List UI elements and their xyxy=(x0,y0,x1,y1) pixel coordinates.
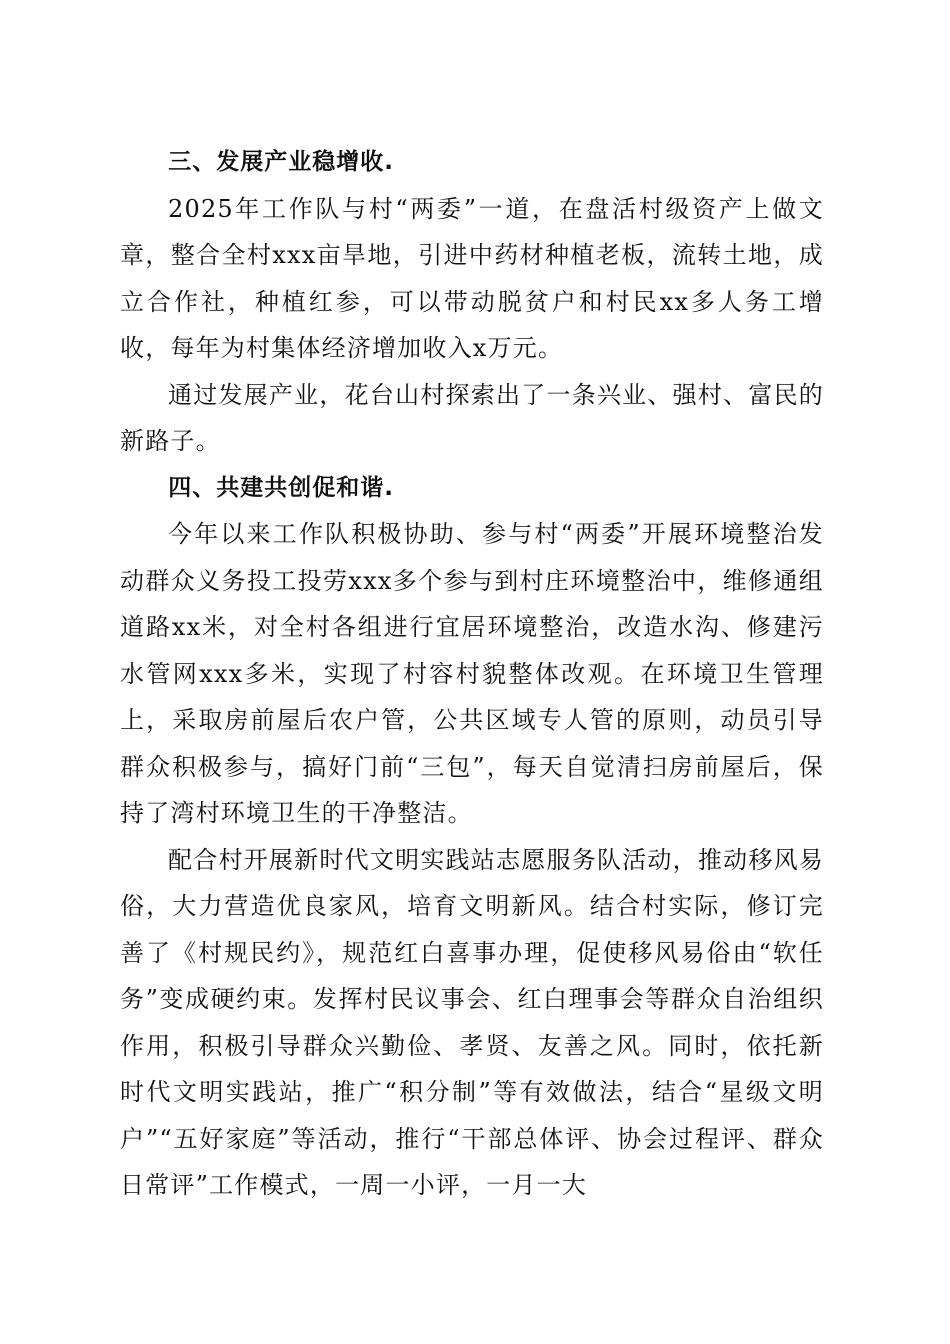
paragraph-environment-improvement: 今年以来工作队积极协助、参与村“两委”开展环境整治发动群众义务投工投劳xxx多个参与到村庄环境整治中，维修通组道路xx米，对全村各组进行宜居环境整治，改造水沟、修建污水管网xxx多米，实现了村容村貌整体改观。在环境卫生管理上，采取房前屋后农户管，公共区域专人管的原则，动员引导群众积极参与，搞好门前“三包”，每天自觉清扫房前屋后，保持了湾村环境卫生的干净整洁。 xyxy=(120,520,824,827)
document-body xyxy=(120,139,824,1209)
section-heading-industry: 三、发展产业稳增收. xyxy=(168,149,395,175)
paragraph-civilization-practice: 配合村开展新时代文明实践站志愿服务队活动，推动移风易俗，大力营造优良家风，培育文明新风。结合村实际，修订完善了《村规民约》，规范红白喜事办理，促使移风易俗由“软任务”变成硬约束。发挥村民议事会、红白理事会等群众自治组织作用，积极引导群众兴勤俭、孝贤、友善之风。同时，依托新时代文明实践站，推广“积分制”等有效做法，结合“星级文明户”“五好家庭”等活动，推行“干部总体评、协会过程评、群众日常评”工作模式，一周一小评，一月一大 xyxy=(120,845,824,1199)
paragraph-industry-summary: 通过发展产业，花台山村探索出了一条兴业、强村、富民的新路子。 xyxy=(120,380,824,455)
paragraph-industry-work: 2025年工作队与村“两委”一道，在盘活村级资产上做文章，整合全村xxx亩旱地，引进中药材种植老板，流转土地，成立合作社，种植红参，可以带动脱贫户和村民xx多人务工增收，每年为村集体经济增加收入x万元。 xyxy=(120,194,824,362)
section-heading-harmony: 四、共建共创促和谐. xyxy=(168,474,395,501)
